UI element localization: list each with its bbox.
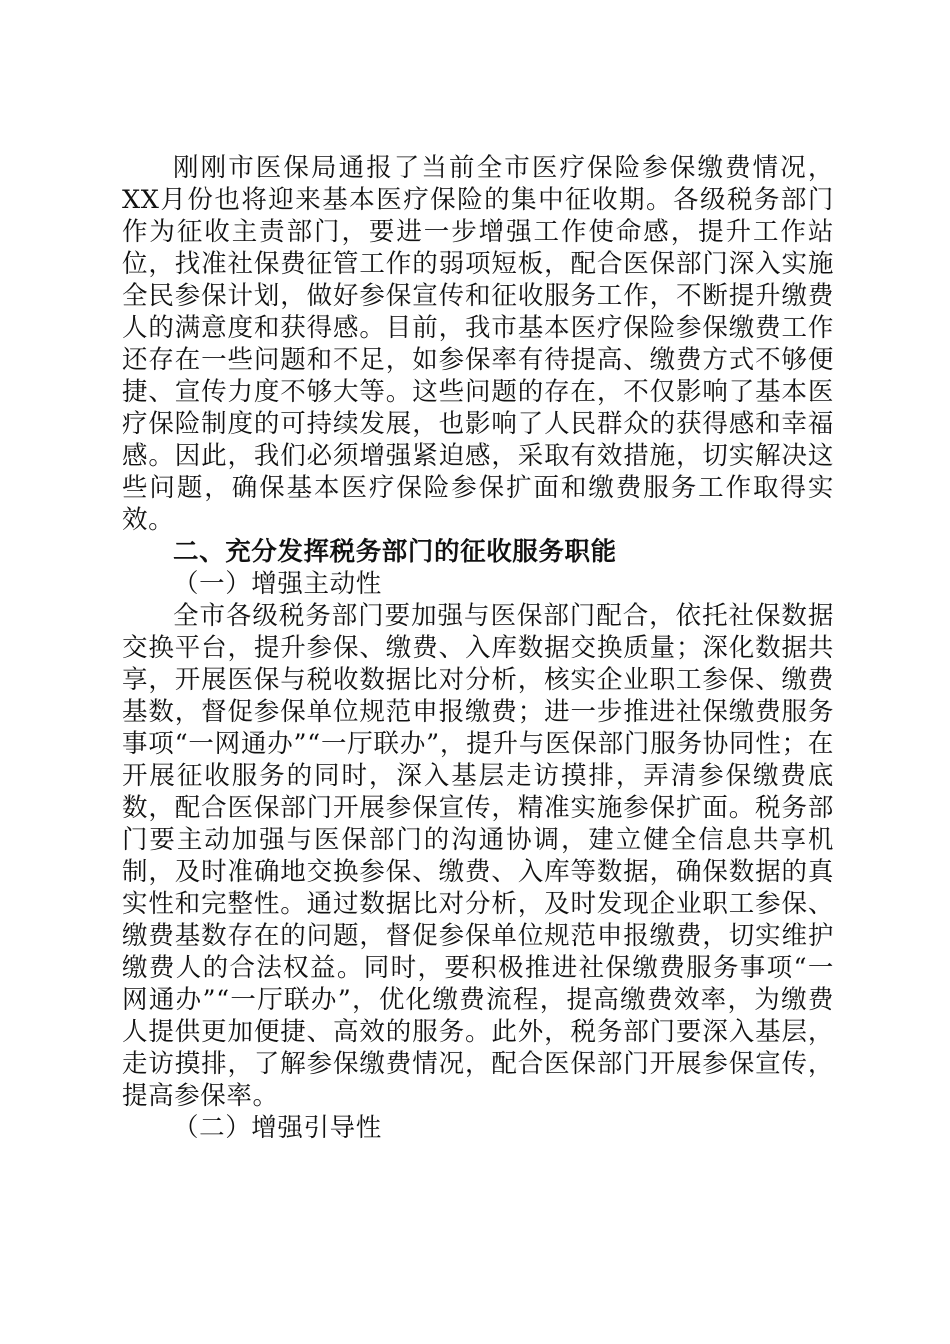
- section-heading: 二、充分发挥税务部门的征收服务职能: [173, 537, 617, 567]
- subsection-heading: （一）增强主动性: [173, 569, 382, 599]
- body-paragraph: 全市各级税务部门要加强与医保部门配合，依托社保数据交换平台，提升参保、缴费、入库数据交换质量；深化数据共享，开展医保与税收数据比对分析，核实企业职工参保、缴费基数，督促参保单位规范申报缴费；进一步推进社保缴费服务事项“一网通办”“一厅联办”，提升与医保部门服务协同性；在开展征收服务的同时，深入基层走访摸排，弄清参保缴费底数，配合医保部门开展参保宣传，精准实施参保扩面。税务部门要主动加强与医保部门的沟通协调，建立健全信息共享机制，及时准确地交换参保、缴费、入库等数据，确保数据的真实性和完整性。通过数据比对分析，及时发现企业职工参保、缴费基数存在的问题，督促参保单位规范申报缴费，切实维护缴费人的合法权益。同时，要积极推进社保缴费服务事项“一网通办”“一厅联办”，优化缴费流程，提高缴费效率，为缴费人提供更加便捷、高效的服务。此外，税务部门要深入基层，走访摸排，了解参保缴费情况，配合医保部门开展参保宣传，提高参保率。: [122, 601, 834, 1111]
- body-paragraph: 刚刚市医保局通报了当前全市医疗保险参保缴费情况，XX月份也将迎来基本医疗保险的集中征收期。各级税务部门作为征收主责部门，要进一步增强工作使命感，提升工作站位，找准社保费征管工作的弱项短板，配合医保部门深入实施全民参保计划，做好参保宣传和征收服务工作，不断提升缴费人的满意度和获得感。目前，我市基本医疗保险参保缴费工作还存在一些问题和不足，如参保率有待提高、缴费方式不够便捷、宣传力度不够大等。这些问题的存在，不仅影响了基本医疗保险制度的可持续发展，也影响了人民群众的获得感和幸福感。因此，我们必须增强紧迫感，采取有效措施，切实解决这些问题，确保基本医疗保险参保扩面和缴费服务工作取得实效。: [122, 153, 834, 535]
- subsection-heading: （二）增强引导性: [173, 1113, 382, 1143]
- document-page: [122, 152, 834, 1144]
